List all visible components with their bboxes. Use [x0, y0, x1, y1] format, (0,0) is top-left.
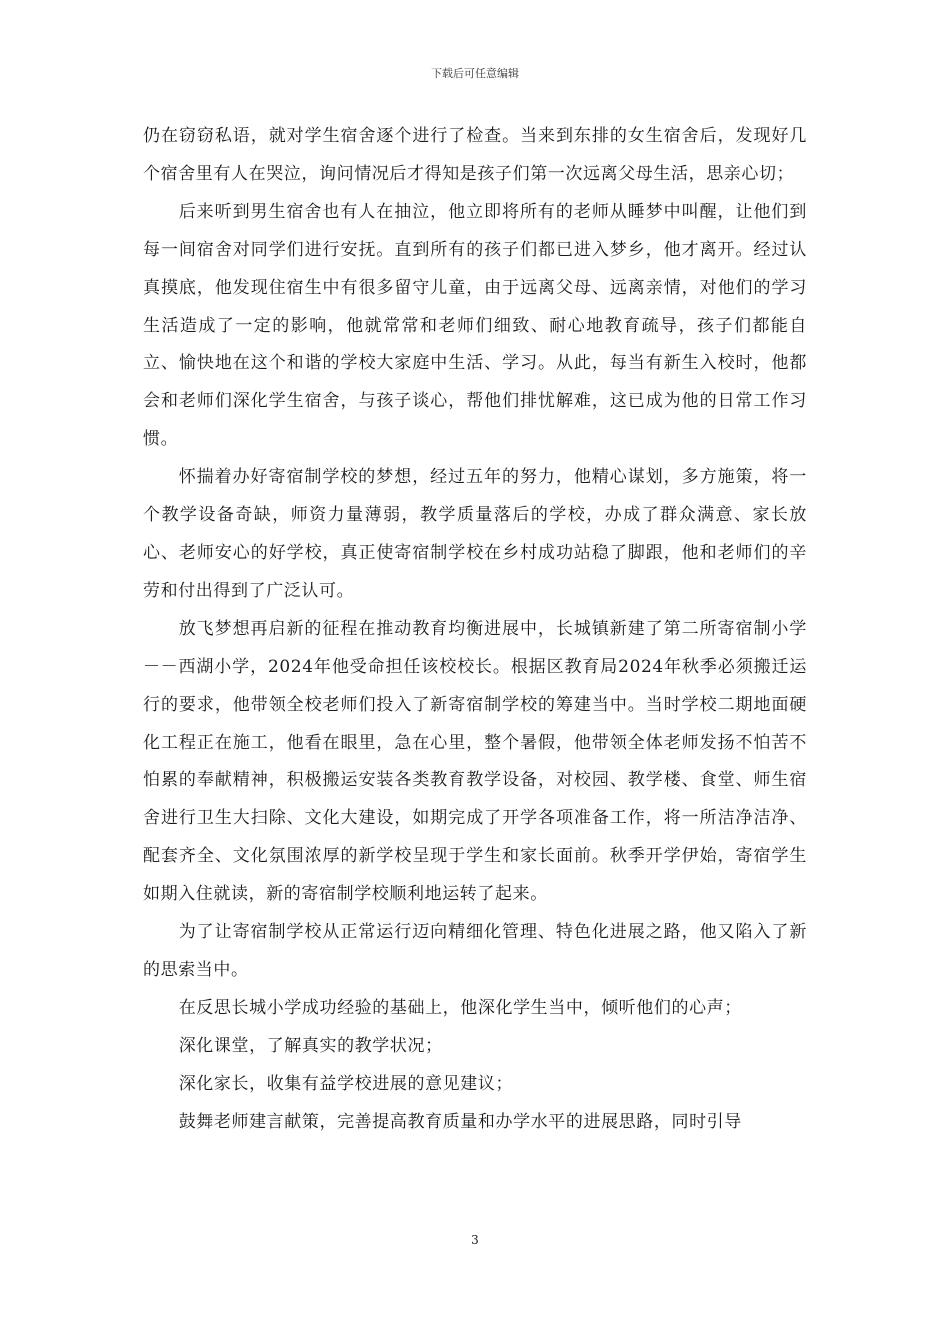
paragraph-8: 深化家长，收集有益学校进展的意见建议；: [178, 1073, 514, 1094]
paragraph-6: 在反思长城小学成功经验的基础上，他深化学生当中，倾听他们的心声；: [178, 997, 742, 1018]
paragraph-7: 深化课堂，了解真实的教学状况；: [178, 1035, 443, 1056]
page-number: 3: [471, 1233, 479, 1247]
paragraph-1: 仍在窃窃私语，就对学生宿舍逐个进行了检查。当来到东排的女生宿舍后，发现好几个宿舍里有人在哭泣，询问情况后才得知是孩子们第一次远离父母生活，思亲心切；: [143, 126, 807, 184]
paragraph-5: 为了让寄宿制学校从正常运行迈向精细化管理、特色化进展之路，他又陷入了新的思索当中。: [143, 922, 807, 980]
paragraph-3: 怀揣着办好寄宿制学校的梦想，经过五年的努力，他精心谋划，多方施策，将一个教学设备奇缺，师资力量薄弱，教学质量落后的学校，办成了群众满意、家长放心、老师安心的好学校，真正使寄宿制学校在乡村成功站稳了脚跟，他和老师们的辛劳和付出得到了广泛认可。: [143, 467, 807, 601]
paragraph-9: 鼓舞老师建言献策，完善提高教育质量和办学水平的进展思路，同时引导: [178, 1111, 742, 1132]
paragraph-2: 后来听到男生宿舍也有人在抽泣，他立即将所有的老师从睡梦中叫醒，让他们到每一间宿舍对同学们进行安抚。直到所有的孩子们都已进入梦乡，他才离开。经过认真摸底，他发现住宿生中有很多留守儿童，由于远离父母、远离亲情，对他们的学习生活造成了一定的影响，他就常常和老师们细致、耐心地教育疏导，孩子们都能自立、愉快地在这个和谐的学校大家庭中生活、学习。从此，每当有新生入校时，他都会和老师们深化学生宿舍，与孩子谈心，帮他们排忧解难，这已成为他的日常工作习惯。: [143, 201, 807, 450]
paragraph-4: 放飞梦想再启新的征程在推动教育均衡进展中，长城镇新建了第二所寄宿制小学－－西湖小学，2024年他受命担任该校校长。根据区教育局2024年秋季必须搬迁运行的要求，他带领全校老师们投入了新寄宿制学校的筹建当中。当时学校二期地面硬化工程正在施工，他看在眼里，急在心里，整个暑假，他带领全体老师发扬不怕苦不怕累的奉献精神，积极搬运安装各类教育教学设备，对校园、教学楼、食堂、师生宿舍进行卫生大扫除、文化大建设，如期完成了开学各项准备工作，将一所洁净洁净、配套齐全、文化氛围浓厚的新学校呈现于学生和家长面前。秋季开学伊始，寄宿学生如期入住就读，新的寄宿制学校顺利地运转了起来。: [143, 618, 807, 905]
page-header-note: 下载后可任意编辑: [431, 67, 519, 80]
document-body: [143, 118, 807, 1141]
